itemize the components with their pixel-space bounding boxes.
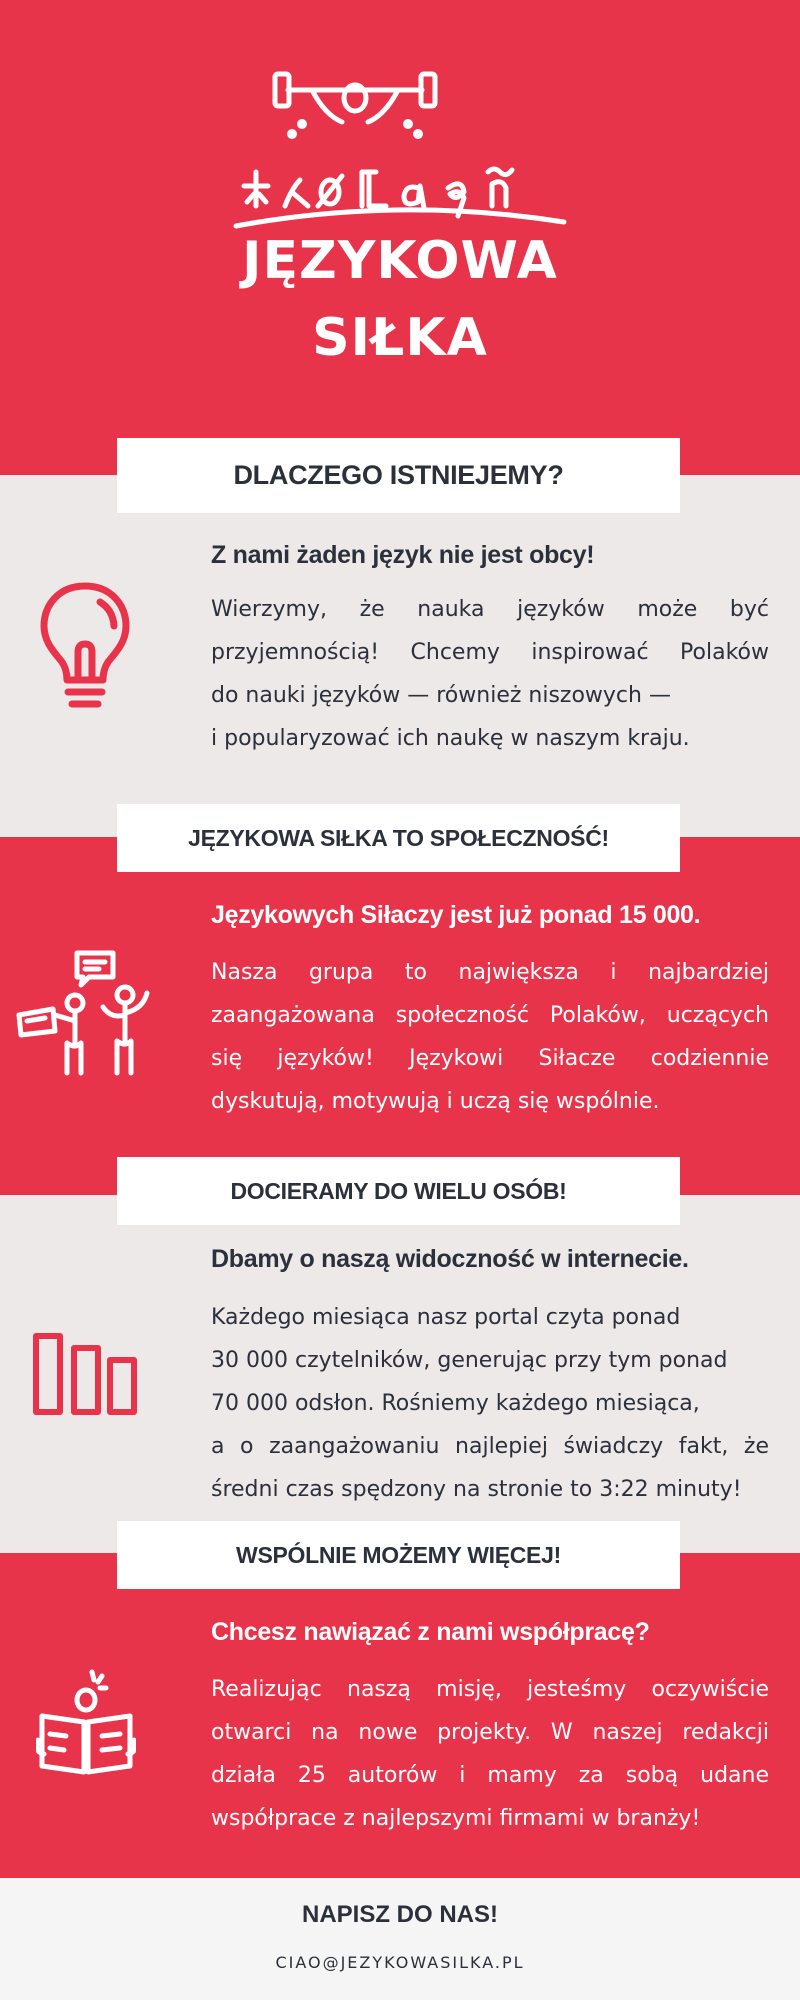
section-banner-community: JĘZYKOWA SIŁKA TO SPOŁECZNOŚĆ! — [117, 804, 680, 872]
section-title-cooperation: Chcesz nawiązać z nami współpracę? — [211, 1618, 650, 1646]
body-line: średni czas spędzony na stronie to 3:22 minuty! — [211, 1477, 742, 1502]
body-line: przyjemnością! Chcemy inspirować Polaków — [211, 640, 769, 665]
section-title-reach: Dbamy o naszą widoczność w internecie. — [211, 1245, 689, 1273]
brand-line-1: JĘZYKOWA — [242, 231, 558, 291]
section-banner-reach: DOCIERAMY DO WIELU OSÓB! — [117, 1157, 680, 1225]
contact-email-link[interactable]: CIAO@JEZYKOWASILKA.PL — [275, 1953, 525, 1972]
section-body-why — [211, 588, 769, 760]
contact-band — [0, 1878, 800, 2000]
brand-line-2: SIŁKA — [312, 308, 488, 368]
hero — [0, 0, 800, 475]
section-body-cooperation — [211, 1668, 769, 1840]
body-line: zaangażowana społeczność Polaków, uczących — [211, 1003, 769, 1028]
body-line: do nauki języków — również niszowych — — [211, 683, 671, 708]
section-title-community: Językowych Siłaczy jest już ponad 15 000. — [211, 901, 701, 929]
body-line: 70 000 odsłon. Rośniemy każdego miesiąca, — [211, 1391, 700, 1416]
body-line: Nasza grupa to największa i najbardziej — [211, 960, 769, 985]
body-line: się języków! Językowi Siłacze codziennie — [211, 1046, 769, 1071]
bar-chart-icon — [32, 1330, 138, 1416]
lightbulb-icon — [38, 580, 133, 715]
body-line: 30 000 czytelników, generując przy tym ponad — [211, 1348, 728, 1373]
section-banner-cooperation: WSPÓLNIE MOŻEMY WIĘCEJ! — [117, 1521, 680, 1589]
contact-title: NAPISZ DO NAS! — [301, 1901, 498, 1928]
body-line: współprace z najlepszymi firmami w branży! — [211, 1806, 701, 1831]
body-line: i popularyzować ich naukę w naszym kraju. — [211, 726, 690, 751]
section-banner-why: DLACZEGO ISTNIEJEMY? — [117, 438, 680, 513]
body-line: Wierzymy, że nauka języków może być — [211, 597, 769, 622]
body-line: Każdego miesiąca nasz portal czyta ponad — [211, 1305, 681, 1330]
section-body-reach — [211, 1296, 769, 1511]
body-line: Realizując naszą misję, jesteśmy oczywiście — [211, 1677, 769, 1702]
community-people-icon — [15, 945, 155, 1095]
reader-icon — [36, 1668, 136, 1788]
section-body-community — [211, 951, 769, 1123]
weightlifter-logo-icon — [230, 60, 570, 230]
body-line: dyskutują, motywują i uczą się wspólnie. — [211, 1089, 660, 1114]
body-line: otwarci na nowe projekty. W naszej redakcji — [211, 1720, 769, 1745]
body-line: a o zaangażowaniu najlepiej świadczy fakt, że — [211, 1434, 769, 1459]
section-title-why: Z nami żaden język nie jest obcy! — [211, 541, 595, 569]
body-line: działa 25 autorów i mamy za sobą udane — [211, 1763, 769, 1788]
